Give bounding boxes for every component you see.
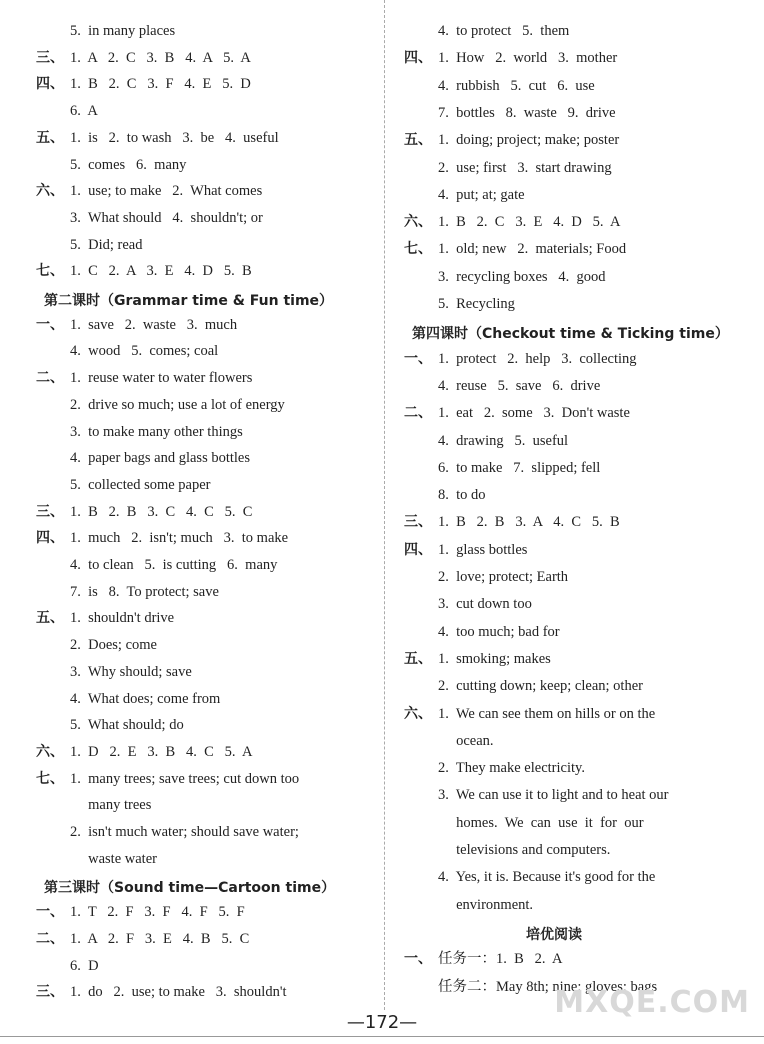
answer-text: 6. A [70,103,98,120]
answer-text: homes. We can use it for our [438,814,644,831]
answer-text: 4. too much; bad for [438,623,560,640]
answer-line [36,823,299,841]
answer-text: 1. A 2. C 3. B 4. A 5. A [70,49,251,66]
answer-line [404,77,595,95]
answer-text: 3. Why should; save [70,663,192,680]
question-number: 一、 [404,951,432,968]
section-heading: 第二课时（Grammar time & Fun time） [44,293,334,309]
answer-text: 7. is 8. To protect; save [70,583,219,600]
answer-text: 1. We can see them on hills or on the [438,705,656,722]
answer-line [36,423,243,441]
answer-line [36,129,279,147]
answer-line [36,22,175,40]
answer-text: 1. B 2. B 3. C 4. C 5. C [70,503,253,520]
answer-line [404,486,486,504]
answer-line [404,732,494,750]
question-number: 七、 [36,263,64,280]
question-number: 六、 [404,214,432,231]
answer-line [36,369,252,387]
answer-line [36,556,277,574]
answer-line [404,841,610,859]
answer-text: 3. cut down too [438,596,532,613]
answer-text: 1. much 2. isn't; much 3. to make [70,530,289,547]
answer-line [404,814,644,832]
answer-line [404,868,655,886]
answer-line [36,903,245,921]
answer-text: 1. use; to make 2. What comes [70,183,263,200]
answer-text: 6. to make 7. slipped; fell [438,459,601,476]
answer-line [404,950,562,968]
answer-text: waste water [70,850,157,867]
answer-line [36,476,211,494]
answer-line [36,503,252,521]
question-number: 七、 [36,770,64,787]
answer-line [404,595,532,613]
answer-line [36,75,251,93]
answer-line [36,236,142,254]
answer-text: 5. What should; do [70,717,184,734]
answer-text: 2. Does; come [70,637,157,654]
question-number: 一、 [36,316,64,333]
answer-text: 5. comes 6. many [70,156,187,173]
question-number: 四、 [404,541,432,558]
question-number: 三、 [36,984,64,1001]
answer-text: 1. D 2. E 3. B 4. C 5. A [70,743,253,760]
answer-line [36,609,174,627]
question-number: 四、 [36,76,64,93]
answer-text: 1. glass bottles [438,541,528,558]
question-number: 五、 [36,129,64,146]
answer-line [404,131,619,149]
answer-text: 4. rubbish 5. cut 6. use [438,77,595,94]
answer-line [36,156,186,174]
answer-line [36,770,299,788]
answer-text: 1. save 2. waste 3. much [70,316,238,333]
question-number: 七、 [404,241,432,258]
answer-line [404,650,551,668]
answer-line [404,268,606,286]
answer-text: 1. protect 2. help 3. collecting [438,350,637,367]
question-number: 一、 [36,904,64,921]
footer-rule [0,1036,764,1037]
question-number: 四、 [36,530,64,547]
answer-text: 5. Did; read [70,236,143,253]
answer-line [404,896,533,914]
answer-line [404,705,655,723]
answer-text: 1. doing; project; make; poster [438,132,620,149]
answer-text: 8. to do [438,487,486,504]
answer-text: 1. old; new 2. materials; Food [438,241,627,258]
answer-line [36,396,285,414]
answer-text: 1. reuse water to water flowers [70,370,253,387]
answer-line [404,623,560,641]
answer-text: 1. is 2. to wash 3. be 4. useful [70,129,279,146]
answer-line [36,957,99,975]
answer-line [36,583,219,601]
answer-text: 任务一：1. B 2. A [438,951,563,968]
answer-text: 1. A 2. F 3. E 4. B 5. C [70,930,250,947]
answer-line [404,786,669,804]
answer-text: 4. paper bags and glass bottles [70,450,251,467]
answer-line [404,186,525,204]
answer-line [404,759,585,777]
column-divider [384,0,385,1010]
answer-text: televisions and computers. [438,842,611,858]
answer-line [404,159,612,177]
question-number: 五、 [36,610,64,627]
answer-text: 3. We can use it to light and to heat our [438,787,669,804]
answer-line [36,449,250,467]
answer-text: 4. drawing 5. useful [438,432,569,449]
section-heading: 培优阅读 [526,926,582,943]
answer-line [36,262,252,280]
answer-text: 1. C 2. A 3. E 4. D 5. B [70,263,252,280]
answer-text: 3. What should 4. shouldn't; or [70,209,263,226]
answer-text: 4. What does; come from [70,690,221,707]
answer-text: 4. to clean 5. is cutting 6. many [70,557,278,573]
answer-text: 3. recycling boxes 4. good [438,268,606,285]
answer-line [36,316,237,334]
question-number: 三、 [36,49,64,66]
answer-text: 4. put; at; gate [438,186,525,203]
answer-text: many trees [70,797,152,814]
answer-text: 任务二：May 8th; nine; gloves; bags [438,978,658,995]
answer-line [404,213,620,231]
answer-line [404,295,515,313]
answer-text: 4. to protect 5. them [438,23,570,39]
answer-text: 1. How 2. world 3. mother [438,50,618,67]
answer-text: 6. D [70,957,99,974]
answer-line [404,240,626,258]
answer-text: 5. Recycling [438,296,515,312]
section-heading: 第三课时（Sound time—Cartoon time） [44,880,336,897]
question-number: 二、 [36,370,64,387]
question-number: 三、 [36,503,64,520]
answer-line [36,342,218,360]
question-number: 一、 [404,350,432,367]
answer-line [404,459,600,477]
answer-line [36,743,252,761]
answer-text: 1. B 2. C 3. E 4. D 5. A [438,214,621,231]
answer-text: 5. in many places [70,23,176,39]
answer-text: 5. collected some paper [70,476,211,493]
answer-line [36,529,288,547]
question-number: 二、 [36,930,64,947]
answer-text: 1. T 2. F 3. F 4. F 5. F [70,904,245,921]
answer-line [404,49,617,67]
answer-line [404,541,527,559]
watermark: MXQE.COM [554,985,750,1020]
question-number: 六、 [36,183,64,200]
question-number: 五、 [404,132,432,149]
page-number: —172— [346,1012,418,1033]
answer-line [36,636,157,654]
answer-line [404,432,568,450]
answer-line [36,663,192,681]
answer-text: 1. do 2. use; to make 3. shouldn't [70,984,287,1001]
answer-text: 2. They make electricity. [438,760,585,777]
answer-text: 1. shouldn't drive [70,610,175,627]
answer-line [36,930,249,948]
answer-line [36,690,220,708]
question-number: 四、 [404,50,432,67]
answer-line [36,209,263,227]
answer-text: 1. B 2. B 3. A 4. C 5. B [438,514,620,531]
answer-line [36,716,184,734]
answer-line [404,568,568,586]
answer-text: 2. isn't much water; should save water; [70,824,299,840]
answer-line [404,513,620,531]
answer-text: 1. many trees; save trees; cut down too [70,770,300,787]
answer-text: 2. drive so much; use a lot of energy [70,396,285,413]
section-heading: 第四课时（Checkout time & Ticking time） [412,326,729,343]
answer-line [36,796,151,814]
answer-line [404,377,600,395]
answer-text: 3. to make many other things [70,423,243,440]
question-number: 六、 [36,743,64,760]
question-number: 二、 [404,405,432,422]
answer-line [36,182,262,200]
answer-text: 1. B 2. C 3. F 4. E 5. D [70,76,251,93]
answer-text: 1. eat 2. some 3. Don't waste [438,405,630,422]
answer-line [36,102,98,120]
answer-text: 2. use; first 3. start drawing [438,159,612,176]
answer-line [404,677,643,695]
answer-text: ocean. [438,732,494,749]
question-number: 六、 [404,705,432,722]
answer-line [404,22,569,40]
answer-text: environment. [438,896,534,913]
question-number: 三、 [404,514,432,531]
answer-line [404,404,630,422]
answer-line [404,104,616,122]
answer-text: 7. bottles 8. waste 9. drive [438,104,616,121]
answer-text: 4. reuse 5. save 6. drive [438,377,601,394]
question-number: 五、 [404,650,432,667]
answer-text: 4. Yes, it is. Because it's good for the [438,869,656,886]
answer-text: 1. smoking; makes [438,650,551,667]
answer-text: 2. love; protect; Earth [438,569,569,585]
answer-line [36,850,157,868]
answer-text: 2. cutting down; keep; clean; other [438,678,643,695]
answer-text: 4. wood 5. comes; coal [70,343,219,360]
answer-line [404,350,637,368]
answer-line [36,49,251,67]
answer-line [36,983,286,1001]
